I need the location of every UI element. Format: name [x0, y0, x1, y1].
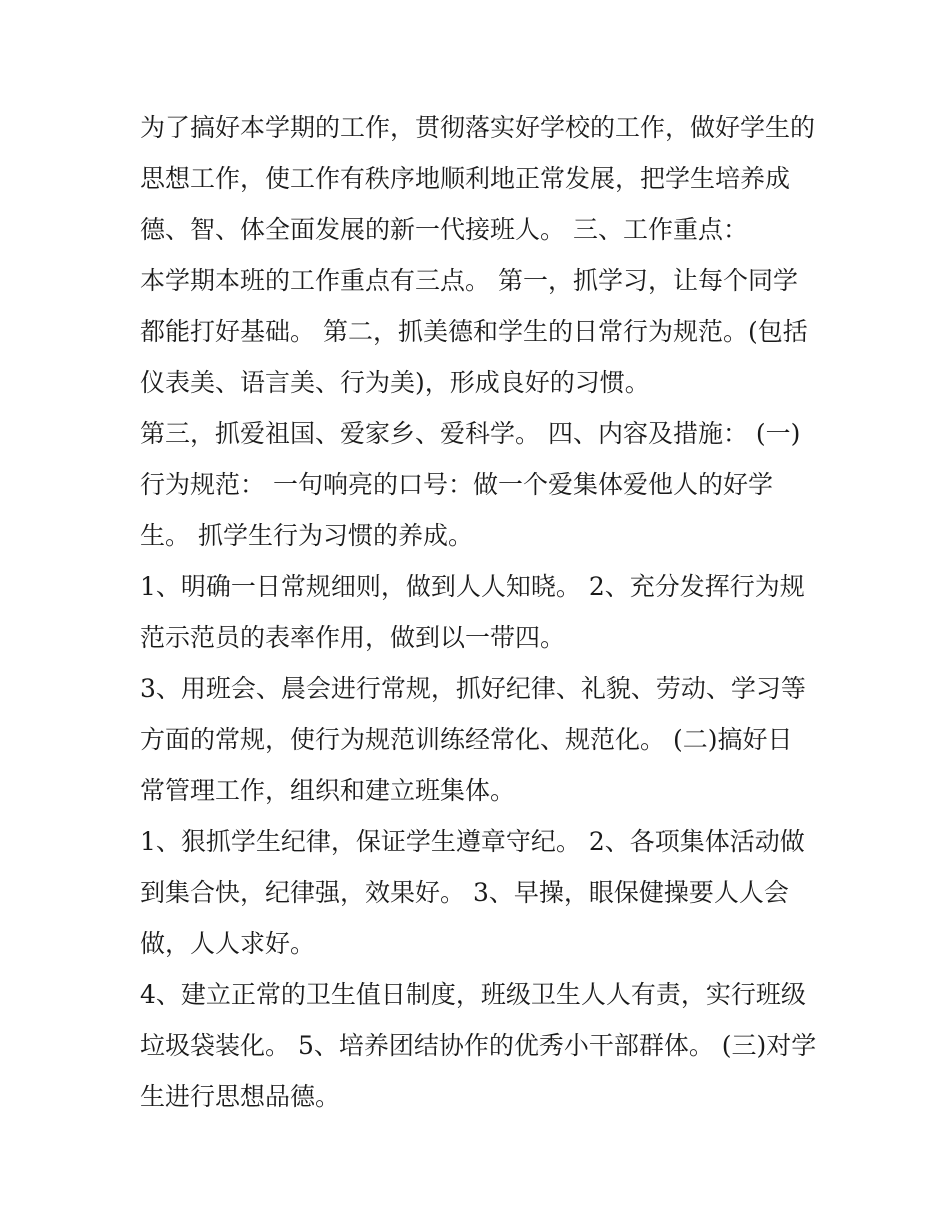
text-line: 垃圾袋装化。 5、培养团结协作的优秀小干部群体。 (三)对学 [140, 1031, 817, 1060]
paragraph-5 [140, 663, 820, 816]
paragraph-2 [140, 255, 820, 408]
text-line: 思想工作，使工作有秩序地顺利地正常发展，把学生培养成 [140, 164, 791, 193]
text-line: 都能打好基础。 第二，抓美德和学生的日常行为规范。(包括 [140, 317, 808, 346]
text-line: 1、狠抓学生纪律，保证学生遵章守纪。 2、各项集体活动做 [140, 827, 805, 856]
text-line: 德、智、体全面发展的新一代接班人。 三、工作重点： [140, 215, 748, 244]
text-line: 本学期本班的工作重点有三点。 第一，抓学习，让每个同学 [140, 266, 798, 295]
text-line: 到集合快，纪律强，效果好。 3、早操，眼保健操要人人会 [140, 878, 789, 907]
text-line: 行为规范： 一句响亮的口号：做一个爱集体爱他人的好学 [140, 470, 773, 499]
text-line: 4、建立正常的卫生值日制度，班级卫生人人有责，实行班级 [140, 980, 806, 1009]
text-line: 方面的常规，使行为规范训练经常化、规范化。 (二)搞好日 [140, 725, 793, 754]
document-body [140, 102, 820, 1122]
text-line: 3、用班会、晨会进行常规，抓好纪律、礼貌、劳动、学习等 [140, 674, 806, 703]
paragraph-1 [140, 102, 820, 255]
text-line: 1、明确一日常规细则，做到人人知晓。 2、充分发挥行为规 [140, 572, 805, 601]
paragraph-6 [140, 816, 820, 969]
paragraph-3 [140, 408, 820, 561]
text-line: 生进行思想品德。 [140, 1082, 341, 1111]
text-line: 范示范员的表率作用，做到以一带四。 [140, 623, 566, 652]
text-line: 做，人人求好。 [140, 929, 316, 958]
paragraph-4 [140, 561, 820, 663]
paragraph-7 [140, 969, 820, 1122]
text-line: 常管理工作，组织和建立班集体。 [140, 776, 516, 805]
text-line: 生。 抓学生行为习惯的养成。 [140, 521, 473, 550]
text-line: 仪表美、语言美、行为美)，形成良好的习惯。 [140, 368, 650, 397]
text-line: 为了搞好本学期的工作，贯彻落实好学校的工作，做好学生的 [140, 113, 816, 142]
text-line: 第三，抓爱祖国、爱家乡、爱科学。 四、内容及措施： (一) [140, 419, 801, 448]
